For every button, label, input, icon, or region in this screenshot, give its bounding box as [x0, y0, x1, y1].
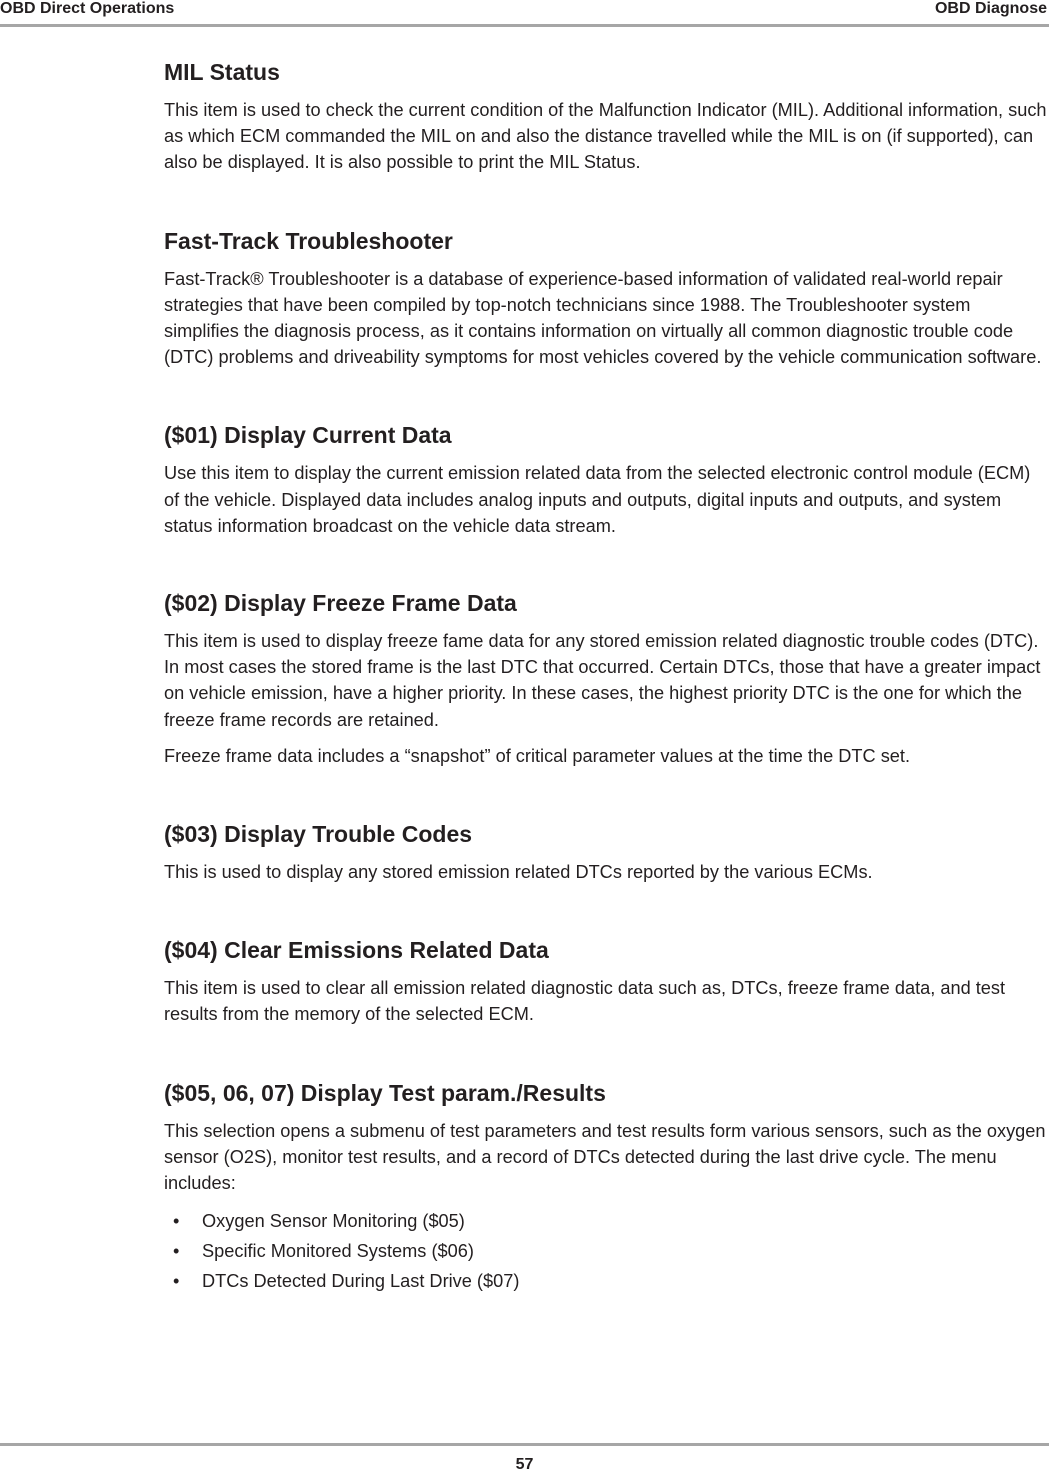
section-paragraph: Fast-Track® Troubleshooter is a database of experience-based information of validated real-world repair strategies that have been compiled by top-notch technicians since 1988. The Troubleshooter system simplifies the diagnosis process, as it contains information on virtually all common diagnostic trouble code (DTC) problems and driveability symptoms for most vehicles covered by the vehicle communication software.: [164, 268, 1042, 368]
section-paragraph: Freeze frame data includes a “snapshot” of critical parameter values at the time the DTC set.: [164, 745, 911, 766]
page-number: 57: [515, 1456, 534, 1473]
section-title: OBD Diagnose: [934, 0, 1047, 17]
list-item: [164, 1206, 1049, 1236]
section-paragraph: This item is used to check the current condition of the Malfunction Indicator (MIL). Additional information, such as which ECM commanded the MIL on and also the distance travelled while the MIL is on (if supported), can also be displayed. It is also possible to print the MIL Status.: [164, 100, 1047, 173]
section-paragraph: This is used to display any stored emission related DTCs reported by the various ECMs.: [164, 862, 873, 883]
page-content: [164, 57, 1049, 1296]
section-display-current-data: [164, 420, 1049, 539]
bullet-icon: •: [173, 1241, 180, 1262]
chapter-title: OBD Direct Operations: [0, 0, 175, 17]
section-heading: ($03) Display Trouble Codes: [164, 821, 473, 848]
section-heading: ($02) Display Freeze Frame Data: [164, 590, 517, 617]
footer-rule: [0, 1443, 1049, 1446]
section-paragraph: This item is used to display freeze fame data for any stored emission related diagnostic trouble codes (DTC). In most cases the stored frame is the last DTC that occurred. Certain DTCs, those that have a greater impact on vehicle emission, have a higher priority. In these cases, the highest priority DTC is the one for which the freeze frame records are retained.: [164, 631, 1041, 730]
list-item-label: Specific Monitored Systems ($06): [202, 1241, 474, 1262]
list-item: [164, 1266, 1049, 1296]
section-fast-track: [164, 226, 1049, 371]
running-header: [0, 0, 1049, 24]
bullet-list: [164, 1206, 1049, 1296]
section-trouble-codes: [164, 819, 1049, 885]
section-paragraph: This item is used to clear all emission related diagnostic data such as, DTCs, freeze frame data, and test results from the memory of the selected ECM.: [164, 978, 1006, 1025]
section-paragraph: This selection opens a submenu of test parameters and test results form various sensors, such as the oxygen sensor (O2S), monitor test results, and a record of DTCs detected during the last drive cycle. The menu includes:: [164, 1120, 1046, 1194]
section-heading: ($05, 06, 07) Display Test param./Results: [164, 1079, 606, 1106]
header-rule: [0, 24, 1049, 27]
section-heading: ($01) Display Current Data: [164, 422, 452, 449]
section-heading: Fast-Track Troubleshooter: [164, 227, 453, 254]
section-heading: MIL Status: [164, 59, 280, 85]
bullet-icon: •: [173, 1211, 180, 1232]
section-test-results: [164, 1078, 1049, 1297]
section-freeze-frame: [164, 588, 1049, 769]
section-heading: ($04) Clear Emissions Related Data: [164, 937, 549, 964]
list-item: [164, 1236, 1049, 1266]
section-clear-emissions: [164, 935, 1049, 1027]
list-item-label: DTCs Detected During Last Drive ($07): [202, 1271, 520, 1292]
bullet-icon: •: [173, 1271, 180, 1292]
section-mil-status: [164, 57, 1049, 176]
list-item-label: Oxygen Sensor Monitoring ($05): [202, 1211, 465, 1232]
section-paragraph: Use this item to display the current emission related data from the selected electronic control module (ECM) of the vehicle. Displayed data includes analog inputs and outputs, digital inputs and outputs, and system status information broadcast on the vehicle data stream.: [164, 463, 1031, 536]
